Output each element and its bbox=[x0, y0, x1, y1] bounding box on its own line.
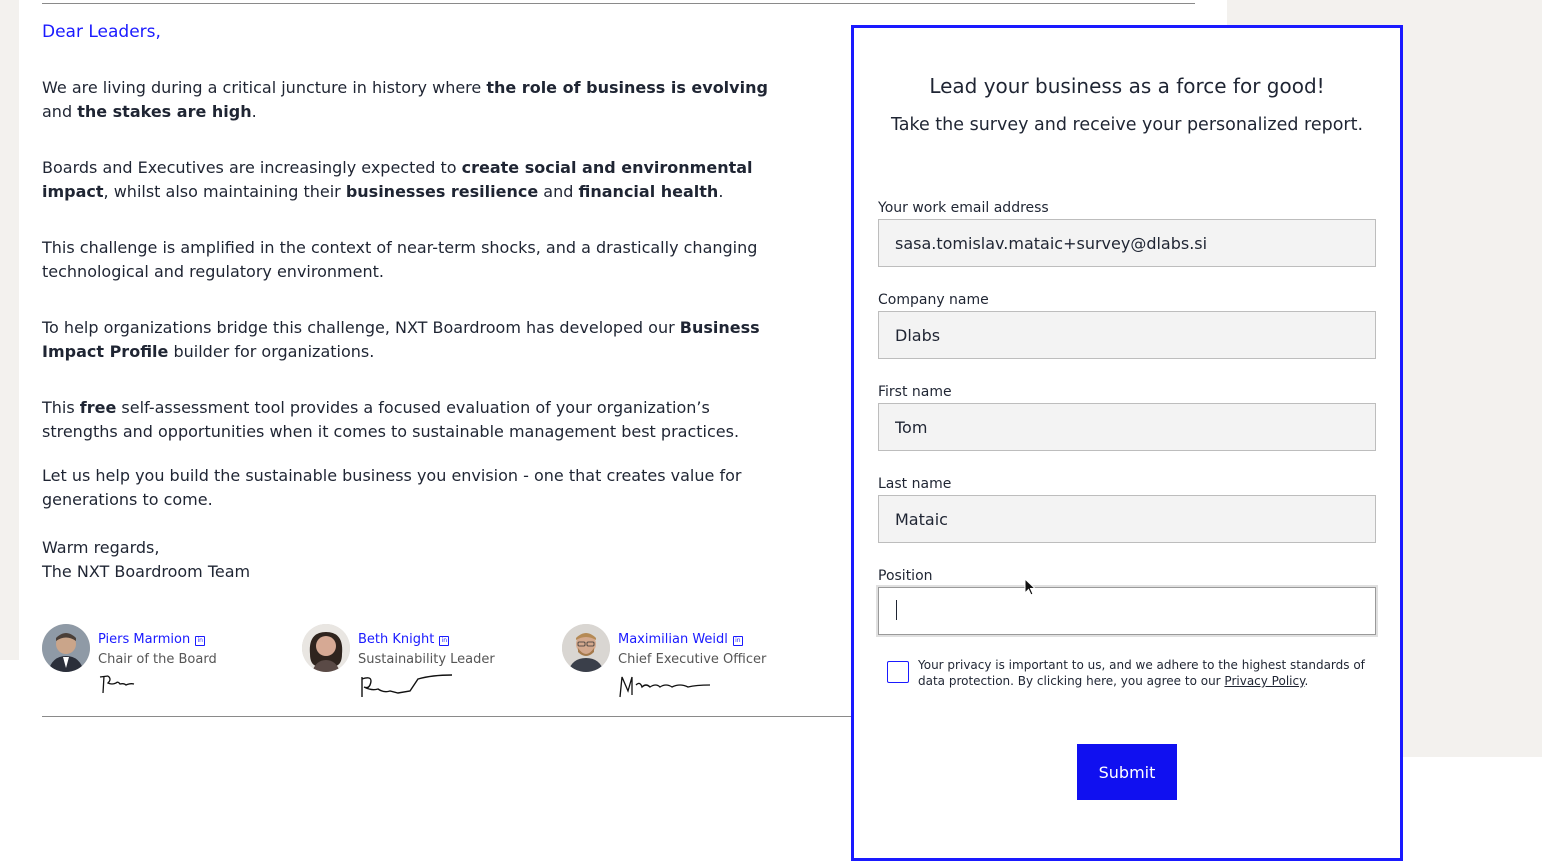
signature-beth bbox=[358, 671, 454, 701]
position-field[interactable] bbox=[878, 587, 1376, 635]
form-subtitle: Take the survey and receive your personalized report. bbox=[890, 115, 1364, 135]
avatar bbox=[302, 624, 350, 672]
paragraph-6: Let us help you build the sustainable business you envision - one that creates value for generations to come. bbox=[42, 466, 742, 509]
last-name-label: Last name bbox=[878, 476, 952, 492]
position-label: Position bbox=[878, 568, 933, 584]
email-label: Your work email address bbox=[878, 200, 1049, 216]
greeting: Dear Leaders, bbox=[42, 22, 161, 42]
paragraph-2: Boards and Executives are increasingly expected to create social and environmental impact, whilst also maintaining their businesses resilience and financial health. bbox=[42, 158, 753, 201]
linkedin-icon[interactable]: in bbox=[439, 636, 449, 646]
text-caret bbox=[896, 600, 897, 620]
signer-role: Sustainability Leader bbox=[358, 652, 495, 667]
paragraph-5: This free self-assessment tool provides a focused evaluation of your organization’s strengths and opportunities when it comes to sustainable management best practices. bbox=[42, 398, 740, 441]
first-name-label: First name bbox=[878, 384, 952, 400]
sign-off bbox=[42, 536, 250, 584]
page-background-left bbox=[0, 0, 19, 660]
privacy-policy-link[interactable]: Privacy Policy bbox=[1224, 674, 1305, 688]
signer-maximilian-weidl bbox=[562, 623, 812, 703]
linkedin-icon[interactable]: in bbox=[733, 636, 743, 646]
paragraph-4: To help organizations bridge this challenge, NXT Boardroom has developed our Business Impact Profile builder for organizations. bbox=[42, 318, 760, 361]
email-field[interactable] bbox=[878, 219, 1376, 267]
bottom-divider bbox=[42, 716, 852, 717]
signature-piers bbox=[98, 671, 138, 697]
company-label: Company name bbox=[878, 292, 989, 308]
signer-piers-marmion bbox=[42, 623, 292, 703]
last-name-field[interactable] bbox=[878, 495, 1376, 543]
signer-role: Chair of the Board bbox=[98, 652, 217, 667]
signer-name-link[interactable]: Maximilian Weidl in bbox=[618, 632, 743, 647]
signature-maximilian bbox=[618, 671, 714, 701]
form-title: Lead your business as a force for good! bbox=[929, 74, 1325, 98]
signer-beth-knight bbox=[302, 623, 552, 703]
signer-name-link[interactable]: Beth Knight in bbox=[358, 632, 449, 647]
signer-role: Chief Executive Officer bbox=[618, 652, 767, 667]
linkedin-icon[interactable]: in bbox=[195, 636, 205, 646]
signers-row bbox=[42, 623, 842, 703]
avatar bbox=[42, 624, 90, 672]
closing: Warm regards, bbox=[42, 538, 160, 557]
privacy-consent-text: Your privacy is important to us, and we adhere to the highest standards of data protection. By clicking here, you agree to our Privacy Policy. bbox=[918, 658, 1365, 688]
paragraph-3: This challenge is amplified in the context of near-term shocks, and a drastically changing technological and regulatory environment. bbox=[42, 238, 758, 281]
first-name-field[interactable] bbox=[878, 403, 1376, 451]
signer-name-link[interactable]: Piers Marmion in bbox=[98, 632, 205, 647]
paragraph-1: We are living during a critical juncture in history where the role of business is evolving and the stakes are high. bbox=[42, 78, 768, 121]
mouse-cursor-icon bbox=[1024, 578, 1038, 598]
survey-form bbox=[851, 25, 1403, 861]
company-field[interactable] bbox=[878, 311, 1376, 359]
top-divider bbox=[42, 3, 1195, 4]
privacy-checkbox[interactable] bbox=[887, 661, 909, 683]
avatar bbox=[562, 624, 610, 672]
submit-button[interactable]: Submit bbox=[1077, 744, 1177, 800]
team-name: The NXT Boardroom Team bbox=[42, 562, 251, 581]
